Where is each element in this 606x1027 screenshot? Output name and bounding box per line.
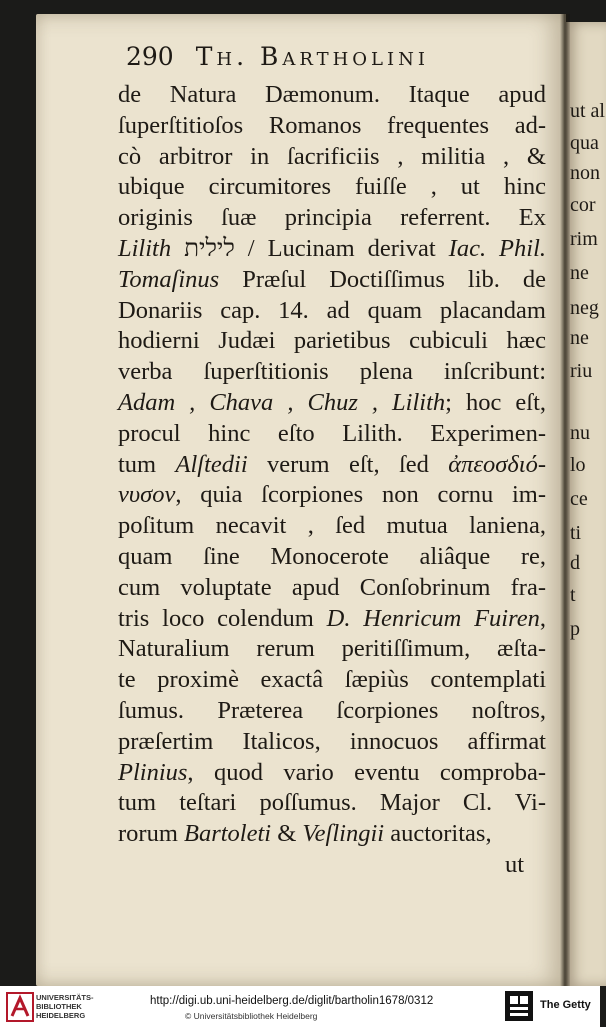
italic-run: Lilith xyxy=(118,234,172,262)
source-url-link[interactable]: http://digi.ub.uni-heidelberg.de/diglit/bartholin1678/0312 xyxy=(150,995,434,1007)
facing-page-text-fragment: t xyxy=(570,584,576,606)
facing-page-text-fragment: ne xyxy=(570,262,589,284)
text-line: procul hinc eſto Lilith. Experimen- xyxy=(118,419,546,447)
text-line: tum teſtari poſſumus. Major Cl. Vi- xyxy=(118,789,546,817)
text-line: ſuperſtitioſos Romanos frequentes ad- xyxy=(118,111,546,139)
facing-page-text-fragment: neg xyxy=(570,297,599,319)
facing-page-text-fragment: p xyxy=(570,618,580,640)
italic-run: Veſlingii xyxy=(302,820,385,848)
text-line: Plinius, quod vario eventu comproba- xyxy=(118,758,546,786)
text-line: originis ſuæ principia referrent. Ex xyxy=(118,204,546,232)
italic-run: Plinius xyxy=(118,758,188,786)
facing-page-text-fragment: ut al xyxy=(570,100,605,122)
facing-page-fragment xyxy=(566,22,606,986)
italic-run: Bartoleti xyxy=(184,820,272,848)
facing-page-text-fragment: ti xyxy=(570,522,582,544)
text-line: ſumus. Præterea ſcorpiones noſtros, xyxy=(118,696,546,724)
footer-bar xyxy=(0,986,600,1027)
text-line: poſitum necavit , ſed mutua laniena, xyxy=(118,512,546,540)
text-line: de Natura Dæmonum. Itaque apud xyxy=(118,81,546,108)
facing-page-text-fragment: ce xyxy=(570,488,588,510)
book-gutter xyxy=(560,14,570,986)
facing-page-text-fragment: riu xyxy=(570,360,593,382)
copyright-notice: © Universitätsbibliothek Heidelberg xyxy=(185,1011,318,1021)
text-line: hodierni Judæi parietibus cubiculi hæc xyxy=(118,327,546,355)
italic-run: νυσον xyxy=(118,481,176,509)
text-line: rorum Bartoleti & Veſlingii auctoritas, xyxy=(118,820,492,848)
university-library-logo-icon xyxy=(6,992,34,1022)
getty-logo-icon xyxy=(504,990,534,1022)
sponsor-name: The Getty xyxy=(540,999,591,1011)
library-name: UNIVERSITÄTS- BIBLIOTHEK HEIDELBERG xyxy=(36,993,94,1020)
running-title: Th. Bartholini xyxy=(195,42,429,71)
italic-run: Adam , Chava , Chuz , Lilith xyxy=(118,388,446,416)
facing-page-text-fragment: non xyxy=(570,162,600,184)
text-line: Adam , Chava , Chuz , Lilith; hoc eſt, xyxy=(118,388,547,416)
text-line: tum Alſtedii verum eſt, ſed ἀπεοσδιό- xyxy=(118,450,546,478)
catchword: ut xyxy=(504,850,524,878)
text-line: νυσον, quia ſcorpiones non cornu im- xyxy=(118,481,546,509)
facing-page-text-fragment: qua xyxy=(570,132,599,154)
facing-page-text-fragment: cor xyxy=(570,194,596,216)
facing-page-text-fragment: nu xyxy=(570,422,590,444)
text-line: verba ſuperſtitionis plena inſcribunt: xyxy=(118,358,546,386)
italic-run: Alſtedii xyxy=(175,450,248,478)
text-line: tris loco colendum D. Henricum Fuiren, xyxy=(118,604,546,632)
text-line: ubique circumitores fuiſſe , ut hinc xyxy=(118,173,546,201)
text-line: Tomaſinus Præſul Doctiſſimus lib. de xyxy=(118,265,546,293)
text-line: te proximè exactâ ſæpiùs contemplati xyxy=(118,666,546,694)
italic-run: ἀπεοσδιό- xyxy=(448,450,546,478)
italic-run: Tomaſinus xyxy=(118,265,220,293)
text-line: Naturalium rerum peritiſſimum, æſta- xyxy=(118,635,546,663)
italic-run: Iac. Phil. xyxy=(448,234,547,262)
body-text xyxy=(118,80,546,881)
facing-page-text-fragment: rim xyxy=(570,228,598,250)
text-line: cò arbitror in ſacrificiis , militia , & xyxy=(118,142,546,170)
page-number: 290 xyxy=(126,42,174,71)
text-line: quam ſine Monocerote aliâque re, xyxy=(118,542,546,570)
facing-page-text-fragment: lo xyxy=(570,454,586,476)
italic-run: D. Henricum Fuiren xyxy=(326,604,540,632)
facing-page-text-fragment: d xyxy=(570,552,580,574)
page-header xyxy=(126,42,429,82)
facing-page-text-fragment: ne xyxy=(570,327,589,349)
text-line: præſertim Italicos, innocuos affirmat xyxy=(118,727,546,755)
text-line: Donariis cap. 14. ad quam placandam xyxy=(118,296,546,324)
text-line: cum voluptate apud Conſobrinum fra- xyxy=(118,573,546,601)
text-line: Lilith לילית / Lucinam derivat Iac. Phil. xyxy=(118,234,547,262)
